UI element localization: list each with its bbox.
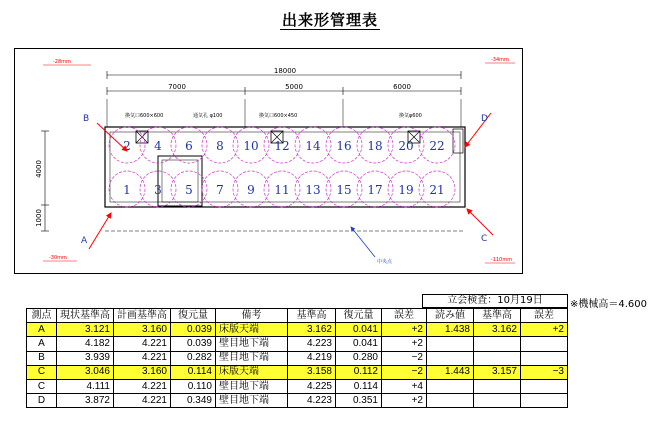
table-row [27,394,568,408]
cell-reading [427,351,474,365]
survey-point-number: 5 [185,183,193,197]
cell-station: C [27,365,57,379]
left-dimension-1: 4000 [35,160,43,178]
cell-reading [427,394,474,408]
cell-base-height: 3.158 [288,365,336,379]
survey-point-number: 4 [154,139,162,153]
cell-planned-base-height: 3.160 [114,365,171,379]
cell-station: C [27,379,57,393]
cell-error-2: −3 [521,365,568,379]
cell-reading [427,379,474,393]
corner-label-c: C [481,234,488,244]
cell-base-height: 4.225 [288,379,336,393]
survey-point-number: 16 [336,139,352,153]
segment-dimension-3: 6000 [393,83,411,91]
opening-label-1: 換気口600×600 [125,113,164,119]
survey-point-number: 8 [216,139,224,153]
cell-planned-base-height: 3.160 [114,323,171,337]
cell-error-2 [521,351,568,365]
cell-planned-base-height: 4.221 [114,337,171,351]
offset-label-d: -34mm [491,57,509,63]
cell-restoration-2: 0.112 [336,365,382,379]
corner-label-b: B [83,114,90,124]
cell-restoration-2: 0.041 [336,337,382,351]
page-title [0,9,660,30]
header-restoration-2: 復元量 [336,309,382,323]
table-row [27,351,568,365]
cell-restoration: 0.039 [171,337,216,351]
offset-leaders [43,63,515,263]
cell-remarks: 壁目地下端 [216,394,288,408]
survey-point-number: 21 [429,183,445,197]
cell-station: D [27,394,57,408]
plan-drawing [14,48,523,274]
opening-label-3: 換気口600×450 [259,113,298,119]
cell-remarks: 床版天端 [216,365,288,379]
cell-restoration: 0.039 [171,323,216,337]
header-base-height: 基準高 [288,309,336,323]
cell-station: A [27,323,57,337]
cell-error-2 [521,337,568,351]
center-arrow [351,227,375,257]
cell-restoration: 0.114 [171,365,216,379]
table-header-row [27,309,568,323]
cell-base-height: 4.223 [288,337,336,351]
header-restoration: 復元量 [171,309,216,323]
cell-remarks: 壁目地下端 [216,337,288,351]
cell-restoration: 0.110 [171,379,216,393]
survey-point-number: 13 [305,183,321,197]
total-dimension: 18000 [273,67,297,75]
survey-point-number: 18 [367,139,383,153]
survey-point-number: 10 [243,139,259,153]
header-base-height-2: 基準高 [474,309,521,323]
cell-restoration-2: 0.114 [336,379,382,393]
cell-error: −2 [382,351,427,365]
cell-restoration-2: 0.041 [336,323,382,337]
cell-base-height: 3.162 [288,323,336,337]
survey-point-number: 11 [274,183,290,197]
inspection-date: 立会検査：10月19日 [422,294,568,308]
header-reading: 読み値 [427,309,474,323]
segment-dimension-1: 7000 [168,83,186,91]
table-row [27,379,568,393]
survey-point-number: 1 [123,183,131,197]
survey-point-number: 19 [398,183,414,197]
cell-base-height-2: 3.157 [474,365,521,379]
survey-table [26,308,568,408]
cell-reading: 1.443 [427,365,474,379]
cell-current-base-height: 3.872 [57,394,114,408]
cell-error: +2 [382,394,427,408]
header-remarks: 備考 [216,309,288,323]
header-current-base-height: 現状基準高 [57,309,114,323]
survey-point-number: 9 [247,183,255,197]
cell-error: +4 [382,379,427,393]
page-title-text: 出来形管理表 [281,11,378,29]
survey-point-number: 22 [429,139,445,153]
table-row [27,323,568,337]
header-station: 測点 [27,309,57,323]
cell-current-base-height: 3.046 [57,365,114,379]
cell-error-2: +2 [521,323,568,337]
survey-point-number: 20 [398,139,414,153]
cell-base-height-2 [474,351,521,365]
cell-planned-base-height: 4.221 [114,379,171,393]
cell-planned-base-height: 4.221 [114,351,171,365]
survey-table-body [27,323,568,408]
table-row [27,337,568,351]
cell-base-height-2 [474,337,521,351]
survey-point-number: 17 [367,183,383,197]
header-error: 誤差 [382,309,427,323]
survey-point-number: 6 [185,139,193,153]
opening-label-2: 通気孔 φ100 [193,113,223,119]
corner-label-d: D [481,114,488,124]
cell-base-height: 4.219 [288,351,336,365]
cell-current-base-height: 3.939 [57,351,114,365]
corner-label-a: A [81,236,88,246]
cell-error: +2 [382,323,427,337]
cell-current-base-height: 4.111 [57,379,114,393]
cell-reading: 1.438 [427,323,474,337]
left-dimension-2: 1000 [35,209,43,227]
cell-base-height-2: 3.162 [474,323,521,337]
offset-label-c: -110mm [491,257,513,263]
cell-restoration: 0.282 [171,351,216,365]
cell-current-base-height: 3.121 [57,323,114,337]
survey-point-number: 15 [336,183,352,197]
cell-reading [427,337,474,351]
header-error-2: 誤差 [521,309,568,323]
header-planned-base-height: 計画基準高 [114,309,171,323]
cell-remarks: 床版天端 [216,323,288,337]
plan-drawing-svg [15,49,524,275]
cell-base-height-2 [474,394,521,408]
opening-label-4: 換気φ600 [399,113,422,119]
cell-error: +2 [382,337,427,351]
cell-restoration-2: 0.280 [336,351,382,365]
cell-remarks: 壁目地下端 [216,379,288,393]
survey-point-number: 14 [305,139,321,153]
offset-label-a: -30mm [49,255,67,261]
cell-error-2 [521,379,568,393]
offset-label-b: -28mm [53,59,71,65]
cell-base-height-2 [474,379,521,393]
cell-planned-base-height: 4.221 [114,394,171,408]
cell-restoration-2: 0.351 [336,394,382,408]
cell-error: −2 [382,365,427,379]
survey-point-number: 2 [123,139,131,153]
cell-remarks: 壁目地下端 [216,351,288,365]
center-label: 中央点 [377,259,393,265]
survey-point-numbers [123,139,444,197]
cell-restoration: 0.349 [171,394,216,408]
cell-base-height: 4.223 [288,394,336,408]
cell-station: B [27,351,57,365]
cell-error-2 [521,394,568,408]
corner-arrows [89,113,493,249]
survey-point-number: 7 [216,183,224,197]
table-row [27,365,568,379]
segment-dimension-2: 5000 [285,83,303,91]
machine-height-note: ※機械高＝4.600 [570,299,648,310]
cell-station: A [27,337,57,351]
survey-point-number: 3 [154,183,162,197]
cell-current-base-height: 4.182 [57,337,114,351]
survey-point-number: 12 [274,139,290,153]
